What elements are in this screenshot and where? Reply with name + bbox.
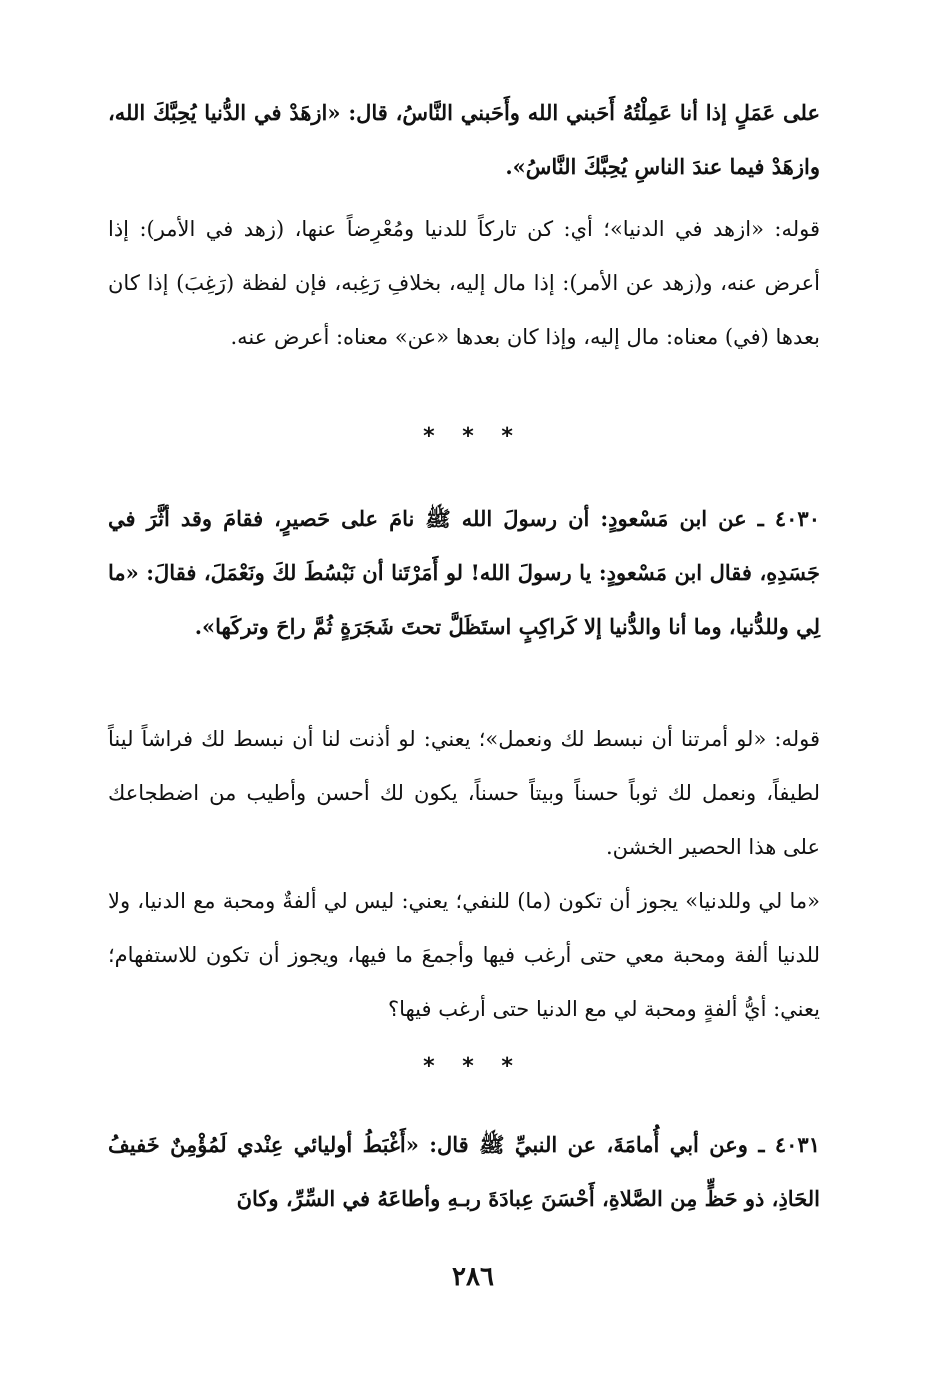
- section-separator-2: * * *: [423, 1054, 523, 1079]
- section-separator-1: * * *: [423, 424, 523, 449]
- paragraph-commentary-4030-a: قوله: «لو أمرتنا أن نبسط لك ونعمل»؛ يعني: لو أذنت لنا أن نبسط لك فراشاً ليناً لطيفاً، ونعمل لك ثوباً حسناً وبيتاً حسناً، يكون لك أحسن وأطيب من اضطجاعك على هذا الحصير الخشن.: [108, 727, 820, 859]
- paragraph-commentary-zuhd: قوله: «ازهد في الدنيا»؛ أي: كن تاركاً للدنيا ومُعْرِضاً عنها، (زهد في الأمر): إذا أعرض عنه، و(زهد عن الأمر): إذا مال إليه، بخلافِ رَغِبه، فإن لفظة (رَغِبَ) إذا كان بعدها (في) معناه: مال إليه، وإذا كان بعدها «عن» معناه: أعرض عنه.: [108, 217, 820, 349]
- page-number: ٢٨٦: [452, 1262, 494, 1292]
- paragraph-hadith-4030: ٤٠٣٠ ـ عن ابن مَسْعودٍ: أن رسولَ الله ﷺ نامَ على حَصيرٍ، فقامَ وقد أثَّرَ في جَسَدِهِ، فقال ابن مَسْعودٍ: يا رسولَ الله! لو أَمَرْتَنا أن نَبْسُطَ لكَ ونَعْمَلَ، فقالَ: «ما لِي وللدُّنيا، وما أنا والدُّنيا إلا كَراكِبٍ استَظَلَّ تحتَ شَجَرَةٍ ثُمَّ راحَ وتركَها».: [108, 506, 820, 639]
- paragraph-hadith-4031: ٤٠٣١ ـ وعن أبي أُمامَةَ، عن النبيِّ ﷺ قال: «أَغْبَطُ أوليائي عِنْدي لَمُؤْمِنٌ خَفيفُ الحَاذِ، ذو حَظٍّ مِن الصَّلاةِ، أَحْسَنَ عِبادَةَ ربـهِ وأطاعَهُ في السِّرِّ، وكانَ: [108, 1132, 820, 1211]
- paragraph-hadith-continuation: على عَمَلٍ إذا أنا عَمِلْتُهُ أَحَبني الله وأَحَبني النَّاسُ، قال: «ازهَدْ في الدُّنيا يُحِبَّكَ الله، وازهَدْ فيما عندَ الناسِ يُحِبَّكَ النَّاسُ».: [108, 100, 820, 179]
- paragraph-commentary-4030-b: «ما لي وللدنيا» يجوز أن تكون (ما) للنفي؛ يعني: ليس لي ألفةٌ ومحبة مع الدنيا، ولا للدنيا ألفة ومحبة معي حتى أرغب فيها وأجمعَ ما فيها، ويجوز أن تكون للاستفهام؛ يعني: أيُّ ألفةٍ ومحبة لي مع الدنيا حتى أرغب فيها؟: [108, 889, 820, 1021]
